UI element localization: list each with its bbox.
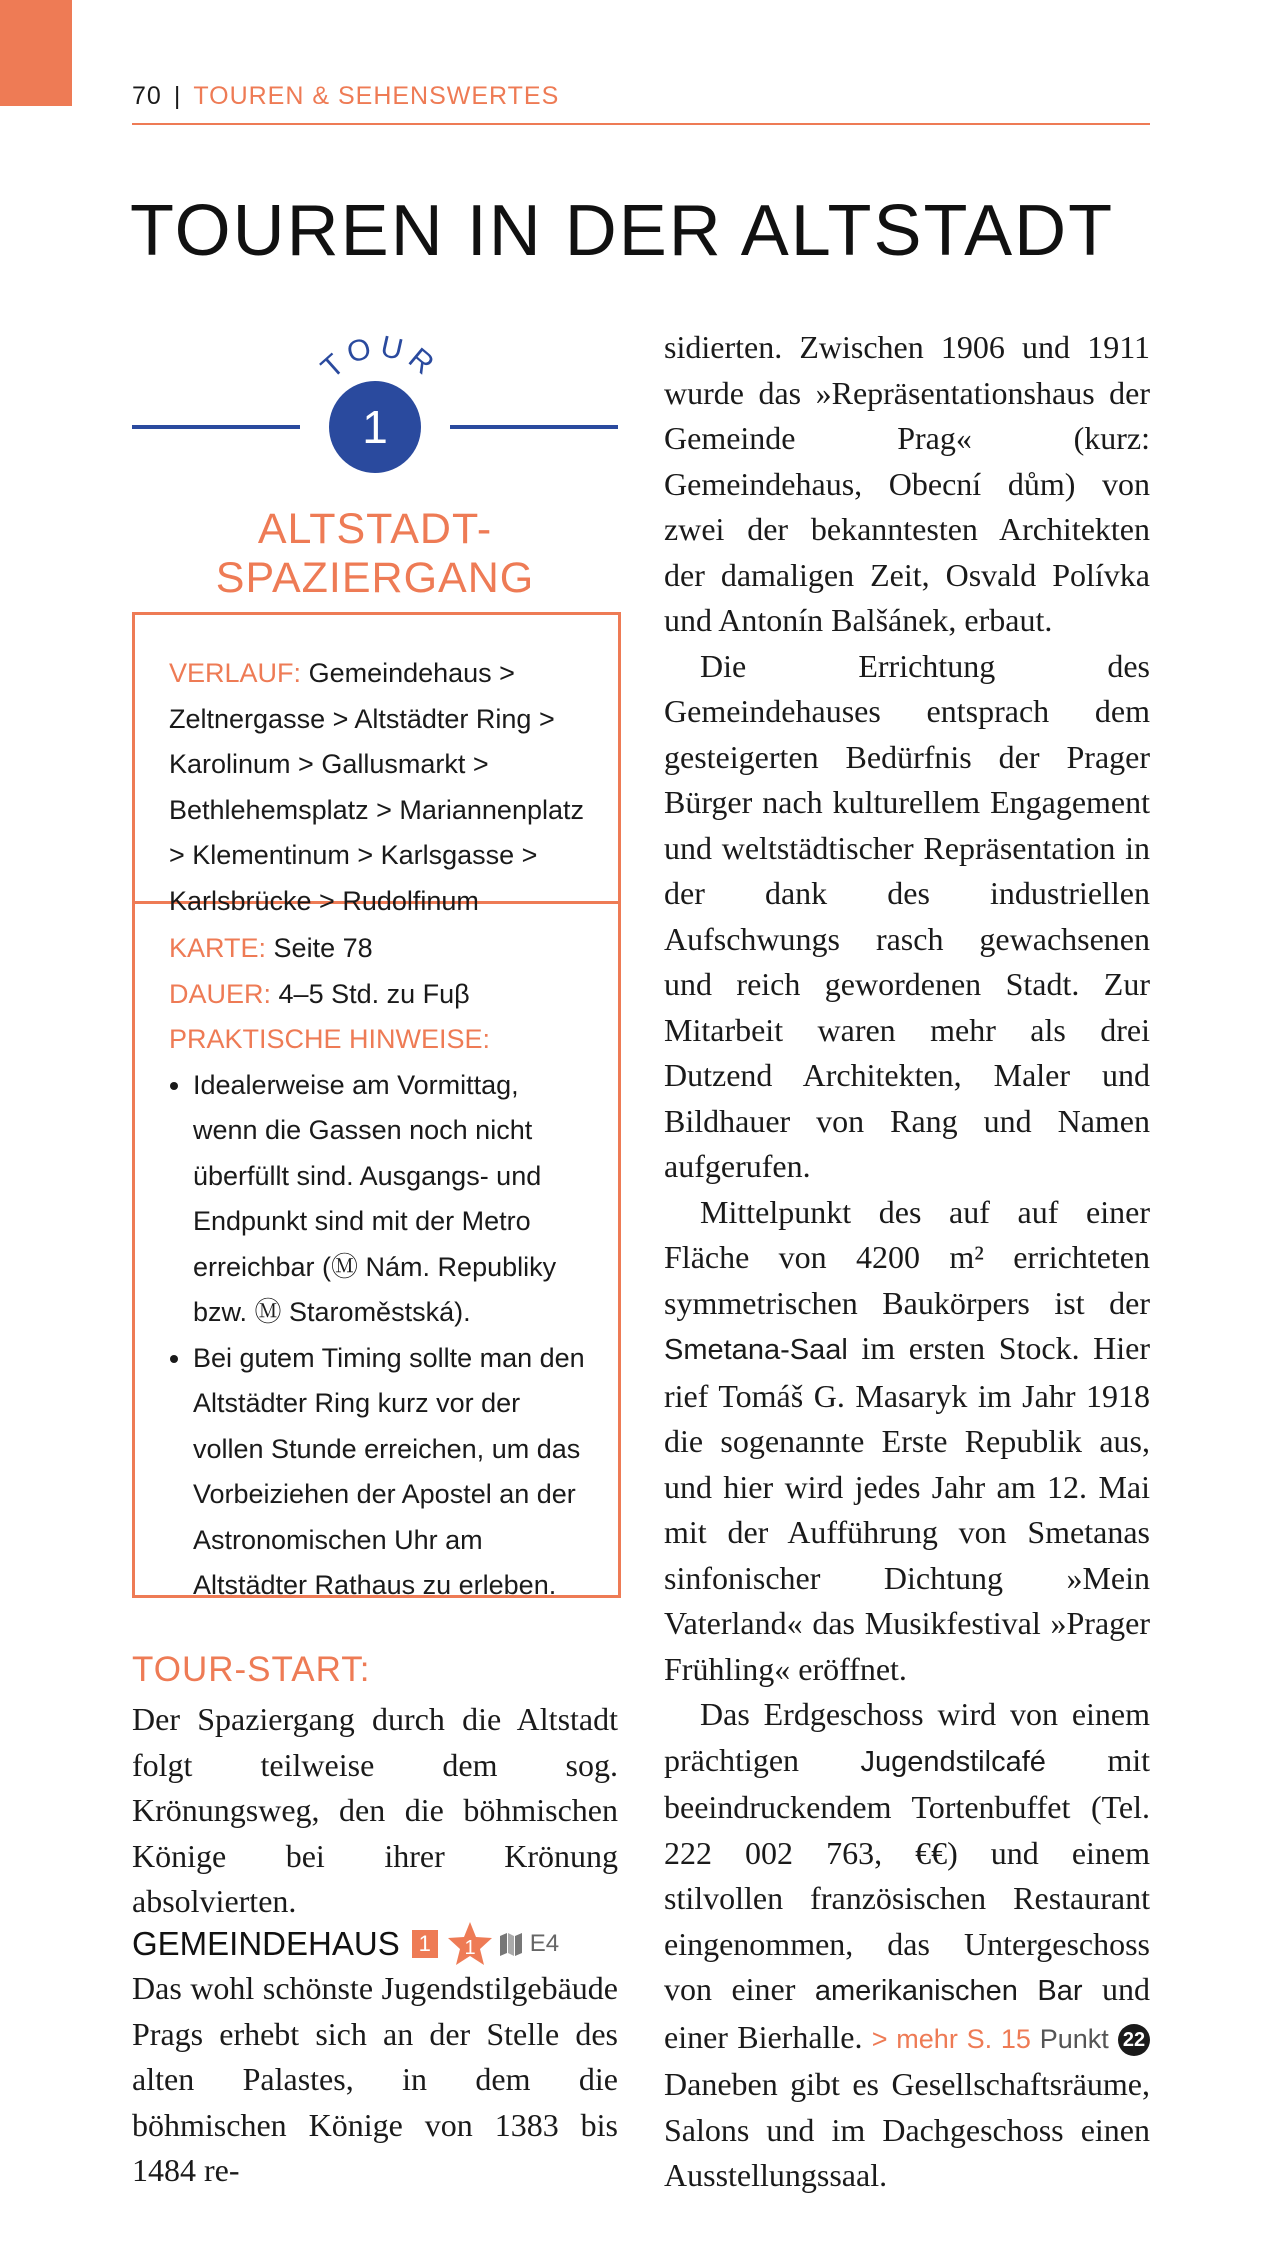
paragraph-1: sidierten. Zwischen 1906 und 1911 wurde das »Repräsentationshaus der Gemeinde Prag« (kurz: Gemeindehaus, Obecní dům) von zwei der bekanntesten Architekten der damaligen Zeit, Osvald Polívka und Antonín Balšánek, erbaut.	[664, 329, 1150, 638]
dauer-text: 4–5 Std. zu Fuβ	[278, 978, 470, 1009]
karte-line	[169, 926, 590, 972]
page-title: TOUREN IN DER ALTSTADT	[130, 191, 1115, 271]
p4-text-b: mit beeindruckendem Tortenbuffet (Tel. 222 002 763, €€) und einem stilvollen französischen Restaurant eingenommen, das Untergeschoss von einer	[664, 1741, 1150, 2007]
page-number: 70	[132, 82, 162, 110]
jugendstilcafe-highlight: Jugendstilcafé	[860, 1745, 1046, 1778]
star-number: 1	[464, 1937, 476, 1959]
page-reference	[872, 2024, 1109, 2054]
smetana-saal-highlight: Smetana-Saal	[664, 1334, 848, 1366]
header-rule	[132, 123, 1150, 125]
p4-text-c: und einer Bierhalle.	[664, 1971, 1150, 2055]
p4-text-d: Daneben gibt es Gesellschaftsräume, Salons und im Dachgeschoss einen Ausstellungssaal.	[664, 2066, 1150, 2193]
list-item: • Idealerweise am Vormittag, wenn die Gassen noch nicht überfüllt sind. Ausgangs- und Endpunkt sind mit der Metro erreichbar (Ⓜ Nám. Republiky bzw. Ⓜ Staroměstská).	[193, 1063, 590, 1336]
hinweise-list	[169, 1063, 590, 1609]
route-section	[135, 615, 618, 916]
gemeindehaus-title: GEMEINDEHAUS	[132, 1925, 400, 1962]
gemeindehaus-text: Das wohl schönste Jugendstilgebäude Prags erhebt sich an der Stelle des alten Palastes, in dem die böhmischen Könige von 1383 bis 1484 re-	[132, 1970, 618, 2188]
dauer-label: DAUER:	[169, 978, 272, 1009]
tour-logo	[132, 330, 618, 480]
tour-start-text: Der Spaziergang durch die Altstadt folgt teilweise dem sog. Krönungsweg, den die böhmischen Könige bei ihrer Krönung absolvierten.	[132, 1701, 618, 1919]
p3-text-b: im ersten Stock. Hier rief Tomáš G. Masaryk im Jahr 1918 die sogenannte Erste Republik aus, und hier wird jedes Jahr am 12. Mai mit der Aufführung von Smetanas sinfonischer Dichtung »Mein Vaterland« das Musikfestival »Prager Frühling« eröffnet.	[664, 1330, 1151, 1687]
paragraph-3	[664, 1190, 1150, 1693]
details-section	[135, 904, 618, 1609]
point-number-badge: 22	[1118, 2024, 1150, 2056]
p3-text-a: Mittelpunkt des auf auf einer Fläche von 4200 m² errichteten symmetrischen Baukörpers ist der	[664, 1193, 1150, 1321]
section-title: TOUREN & SEHENSWERTES	[193, 82, 560, 110]
running-header	[132, 82, 559, 111]
verlauf-text: Gemeindehaus > Zeltnergasse > Altstädter Ring > Karolinum > Gallusmarkt > Bethlehemsplatz > Mariannenplatz > Klementinum > Karlsgasse > Karlsbrücke > Rudolfinum	[169, 658, 584, 916]
header-separator: |	[173, 82, 182, 110]
tour-start-heading: TOUR-START:	[132, 1650, 371, 1689]
tour-number: 1	[362, 401, 388, 453]
karte-text: Seite 78	[273, 933, 373, 963]
map-grid-ref: E4	[529, 1930, 560, 1957]
amerikanische-bar-highlight: amerikanischen Bar	[814, 1975, 1083, 2007]
number-square: 1	[412, 1930, 438, 1958]
tour-logo-word: TOUR	[315, 330, 445, 386]
gemeindehaus-heading	[132, 1922, 559, 1966]
tour-name: ALTSTADT-SPAZIERGANG	[215, 505, 535, 602]
map-icon	[498, 1931, 524, 1957]
punkt-label: Punkt	[1039, 2023, 1109, 2054]
hinweise-label: PRAKTISCHE HINWEISE:	[169, 1024, 491, 1054]
karte-label: KARTE:	[169, 933, 267, 963]
page-reference-text: > mehr S. 15	[871, 2023, 1031, 2054]
tour-info-box	[132, 612, 621, 1598]
dauer-line	[169, 972, 590, 1018]
list-item: • Bei gutem Timing sollte man den Altstädter Ring kurz vor der vollen Stunde erreichen, um das Vorbeiziehen der Apostel an der Astronomischen Uhr am Altstädter Rathaus zu erleben.	[193, 1336, 590, 1609]
paragraph-4	[664, 1692, 1150, 2199]
corner-tab	[0, 0, 72, 106]
p4-text-a: Das Erdgeschoss wird von einem prächtigen	[664, 1696, 1150, 1778]
paragraph-2: Die Errichtung des Gemeindehauses entsprach dem gesteigerten Bedürfnis der Prager Bürger nach kulturellem Engagement und weltstädtischer Repräsentation in der dank des industriellen Aufschwungs rasch gewachsenen und reich gewordenen Stadt. Zur Mitarbeit waren mehr als drei Dutzend Architekten, Maler und Bildhauer von Rang und Namen aufgerufen.	[664, 647, 1150, 1184]
right-column	[664, 325, 1150, 2199]
verlauf-label: VERLAUF:	[169, 658, 302, 688]
star-icon	[446, 1921, 494, 1967]
